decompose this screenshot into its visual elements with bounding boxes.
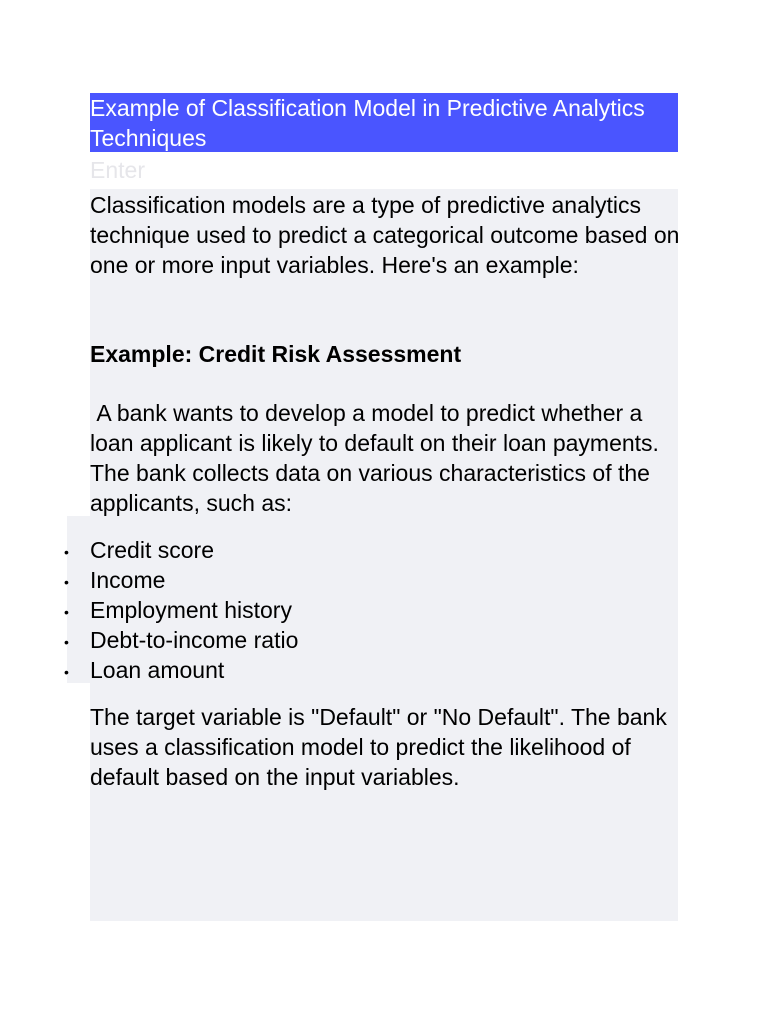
enter-placeholder[interactable]: Enter — [90, 157, 145, 183]
example-heading: Example: Credit Risk Assessment — [90, 341, 462, 367]
intro-paragraph: Classification models are a type of predictive analytics technique used to predict a categorical outcome based on one or more input variables. Here's an example: — [90, 192, 680, 278]
bullet-icon: • — [64, 574, 69, 590]
bullet-icon: • — [64, 664, 69, 680]
list-item-label: Loan amount — [90, 657, 225, 683]
page-title[interactable]: Example of Classification Model in Predictive Analytics Techniques — [90, 93, 678, 152]
scenario-paragraph: A bank wants to develop a model to predict whether a loan applicant is likely to default on their loan payments. The bank collects data on various characteristics of the applicants, such as: — [90, 400, 665, 516]
list-item — [64, 655, 298, 685]
bullet-icon: • — [64, 604, 69, 620]
conclusion-paragraph: The target variable is "Default" or "No Default". The bank uses a classification model to predict the likelihood of default based on the input variables. — [90, 704, 667, 790]
list-item-label: Credit score — [90, 537, 214, 563]
list-item — [64, 565, 298, 595]
list-item-label: Income — [90, 567, 166, 593]
list-item-label: Debt-to-income ratio — [90, 627, 299, 653]
list-item — [64, 595, 298, 625]
bullet-icon: • — [64, 634, 69, 650]
list-item-label: Employment history — [90, 597, 292, 623]
list-item — [64, 625, 298, 655]
bullet-icon: • — [64, 544, 69, 560]
characteristics-list — [64, 535, 298, 685]
list-item — [64, 535, 298, 565]
